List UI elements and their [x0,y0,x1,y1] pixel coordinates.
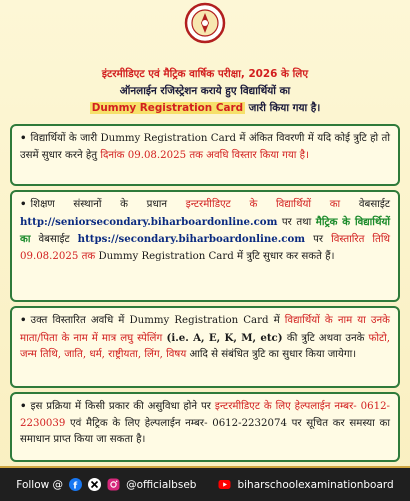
point2-text: पर [305,234,332,245]
point2-date: विस्तारित तिथि 09.08.2025 तक [20,234,391,262]
youtube-icon[interactable] [218,478,231,491]
point3-text: आदि से संबंधित त्रुटि का सुधार किया जायेगा। [186,349,357,360]
senior-secondary-link[interactable]: http://seniorsecondary.biharboardonline.com [20,215,278,228]
social-footer [0,466,410,501]
header-line-3: जारी किया गया है। [248,102,321,114]
inter-helpline: इन्टरमीडिएट के लिए हेल्पलाईन नम्बर- 0612-2230039 [20,401,391,429]
notice-point-2 [10,190,400,302]
point2-text: शिक्षण संस्थानों के प्रधान [30,199,186,210]
bullet-icon: • [20,314,27,326]
header-line-2: ऑनलाईन रजिस्ट्रेशन कराये हुए विद्यार्थियों का [119,85,291,97]
bullet-icon: • [20,132,27,144]
point2-inter-label: इन्टरमीडिएट के विद्यार्थियों का [185,199,341,210]
point3-text: उक्त विस्तारित अवधि में Dummy Registration Card में [30,315,285,326]
bseb-logo-icon [183,2,227,44]
bullet-icon: • [20,198,27,210]
follow-label: Follow @ [16,478,64,491]
instagram-icon[interactable] [107,478,120,491]
point2-text: वेबसाईट [30,234,78,245]
point3-examples: (i.e. A, E, K, M, etc) [162,331,287,344]
point2-text: पर तथा [277,216,316,228]
facebook-icon[interactable] [69,478,82,491]
point2-text: वेबसाईट [340,199,390,210]
youtube-channel[interactable]: biharschoolexaminationboard [237,478,394,491]
notice-point-3 [10,306,400,388]
point1-text: विद्यार्थियों के जारी Dummy Registration Card में अंकित विवरणी में यदि कोई त्रुटि हो तो उसमें सुधार करने हेतु [20,133,390,161]
point3-text: की त्रुटि अथवा उनके [286,332,369,344]
matric-helpline: एवं मैट्रिक के लिए हेल्पलाईन नम्बर- 0612-2232074 पर सूचित कर समस्या का समाधान प्राप्त किया जा सकता है। [20,417,390,445]
secondary-link[interactable]: https://secondary.biharboardonline.com [77,233,306,245]
svg-text:f: f [73,481,78,491]
point2-text: Dummy Registration Card में त्रुटि सुधार कर सकते हैं। [95,250,335,262]
header-highlight: Dummy Registration Card [91,102,244,114]
notice-point-4 [10,392,400,462]
x-twitter-icon[interactable] [88,478,101,491]
header-line-1: इंटरमीडिएट एवं मैट्रिक वार्षिक परीक्षा, 2026 के लिए [101,68,309,80]
point2-matric-label: मैट्रिक के विद्यार्थियों का [20,215,391,245]
social-handle[interactable]: @officialbseb [126,478,197,491]
notice-header [56,66,354,117]
point3-name-spelling: विद्यार्थियों के नाम या उनके माता/पिता के नाम में मात्र लघु स्पेलिंग [20,315,390,344]
notice-point-1 [10,124,400,186]
bullet-icon: • [20,400,27,412]
point1-date: दिनांक 09.08.2025 तक अवधि विस्तार किया गया है। [100,149,309,161]
point4-text: इस प्रक्रिया में किसी प्रकार की असुविधा होने पर [30,401,215,412]
point3-fields: फोटो, जन्म तिथि, जाति, धर्म, राष्ट्रीयता, लिंग, विषय [20,332,391,360]
